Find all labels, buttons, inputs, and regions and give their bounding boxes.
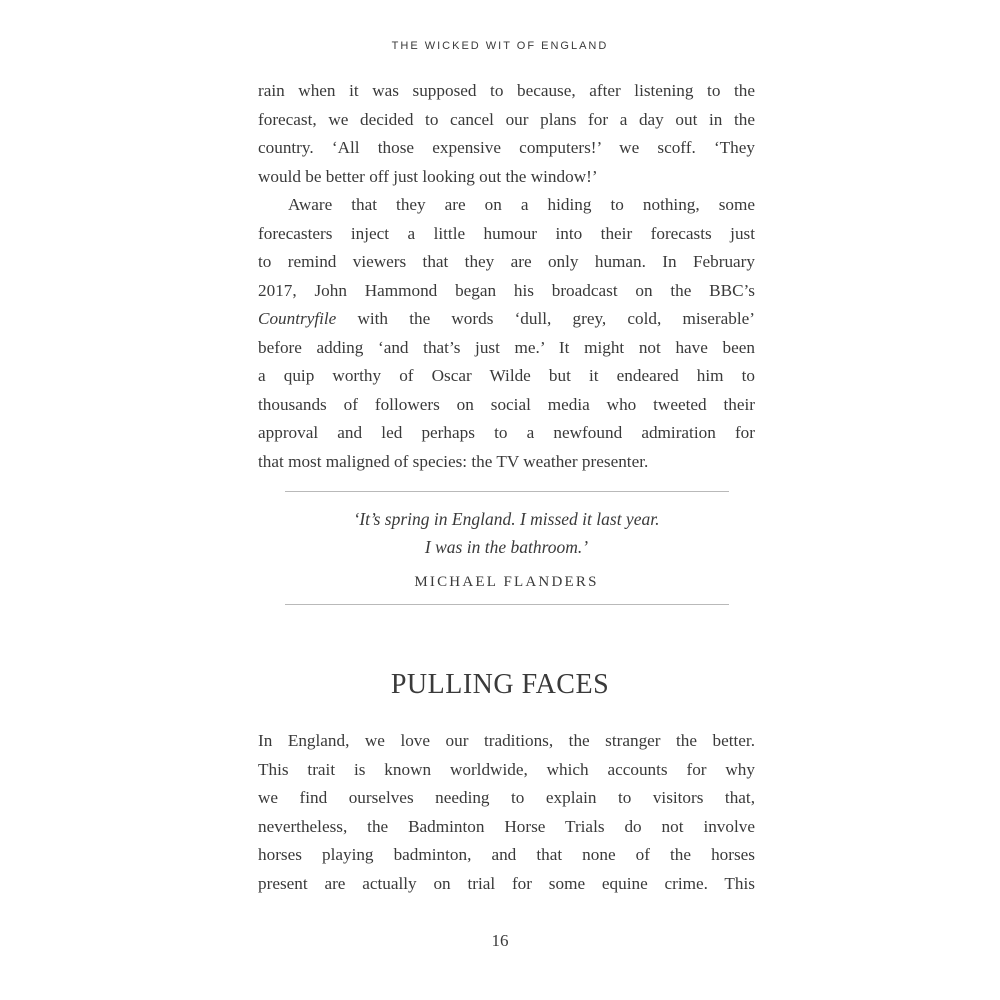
paragraph-line: country. ‘All those expensive computers!’ we scoff. ‘They	[258, 138, 755, 157]
paragraph-line: This trait is known worldwide, which accounts for why	[258, 759, 755, 779]
paragraph-line: before adding ‘and that’s just me.’ It might not have been	[258, 337, 755, 357]
paragraph-line: a quip worthy of Oscar Wilde but it endeared him to	[258, 366, 755, 385]
paragraph-line: Aware that they are on a hiding to nothing, some	[288, 195, 755, 214]
quote-attribution: MICHAEL FLANDERS	[414, 574, 599, 590]
paragraph-line: that most maligned of species: the TV weather presenter.	[258, 451, 649, 471]
quote-line: I was in the bathroom.’	[424, 537, 589, 557]
paragraph-line: we find ourselves needing to explain to visitors that,	[258, 788, 755, 807]
paragraph-line: horses playing badminton, and that none of the horses	[258, 845, 755, 864]
paragraph-line: approval and led perhaps to a newfound admiration for	[258, 423, 755, 442]
body-text-block	[258, 727, 755, 898]
paragraph-line: 2017, John Hammond began his broadcast on the BBC’s	[258, 280, 755, 300]
section-heading: PULLING FACES	[390, 669, 610, 700]
paragraph-line: present are actually on trial for some equine crime. This	[258, 873, 755, 893]
paragraph-line: In England, we love our traditions, the stranger the better.	[258, 731, 755, 750]
running-header: THE WICKED WIT OF ENGLAND	[391, 40, 609, 52]
paragraph-line: rain when it was supposed to because, after listening to the	[258, 81, 755, 100]
quote-divider-top	[285, 491, 729, 492]
pull-quote	[258, 491, 755, 605]
paragraph-line-text: with the words ‘dull, grey, cold, miserable’	[336, 309, 755, 328]
paragraph-line: nevertheless, the Badminton Horse Trials do not involve	[258, 816, 755, 836]
page-number: 16	[491, 931, 509, 950]
book-title-italic: Countryfile	[258, 309, 337, 328]
paragraph-line: would be better off just looking out the window!’	[258, 166, 598, 186]
quote-divider-bottom	[285, 604, 729, 605]
paragraph-line	[258, 305, 755, 334]
paragraph-line: forecasters inject a little humour into their forecasts just	[258, 223, 755, 243]
paragraph-line: forecast, we decided to cancel our plans for a day out in the	[258, 109, 755, 129]
quote-line: ‘It’s spring in England. I missed it last year.	[353, 509, 660, 529]
paragraph-line: to remind viewers that they are only human. In February	[258, 252, 755, 271]
paragraph-line: thousands of followers on social media who tweeted their	[258, 394, 755, 414]
body-text-block	[258, 77, 755, 476]
